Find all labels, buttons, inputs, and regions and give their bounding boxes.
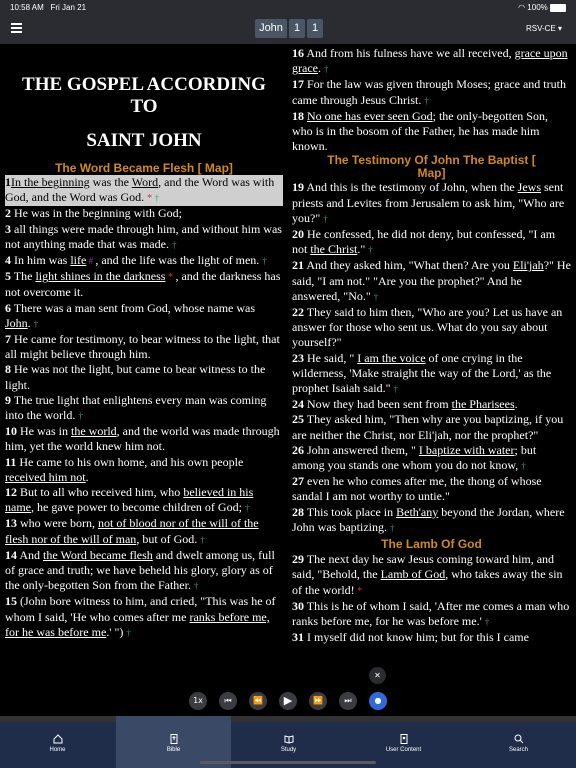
- verse-text: There was a man sent from God, whose name was: [11, 300, 256, 315]
- verse-text: .: [85, 469, 89, 484]
- verse-text: .' "): [106, 624, 127, 639]
- chapter-selector[interactable]: 1: [289, 19, 305, 38]
- section-heading-word[interactable]: The Word Became Flesh [ Map]: [55, 161, 233, 175]
- footnote-star-icon[interactable]: *: [147, 193, 155, 205]
- verse-number: 9: [5, 392, 11, 407]
- verse-text: Now they had been sent from: [304, 397, 452, 412]
- verse-number: 1: [5, 175, 11, 189]
- verse-number: 19: [292, 180, 304, 195]
- note-marker-icon[interactable]: †: [244, 503, 250, 514]
- book-selector[interactable]: John: [255, 19, 287, 38]
- cross-reference-link[interactable]: the world: [71, 424, 117, 439]
- battery-icon: [550, 4, 566, 12]
- verse-3[interactable]: [5, 222, 283, 253]
- verse-text: The next day he saw Jesus coming toward him, and said, "Behold, the: [292, 552, 555, 582]
- verse-23[interactable]: [292, 351, 571, 398]
- bible-icon: [169, 734, 179, 744]
- verse-text: , and the life was the light of men.: [95, 253, 263, 268]
- cross-reference-link[interactable]: light shines in the darkness: [35, 269, 166, 284]
- verse-31[interactable]: [292, 630, 571, 645]
- verse-22[interactable]: [292, 305, 571, 351]
- fast-forward-icon[interactable]: ⏩: [309, 692, 327, 710]
- verse-26[interactable]: [292, 443, 571, 474]
- verse-number: 7: [5, 332, 11, 347]
- verse-text: The: [11, 269, 36, 284]
- verse-number: 5: [5, 269, 11, 284]
- verse-text: He came to his own home, and his own people: [16, 454, 244, 469]
- verse-9[interactable]: [5, 393, 283, 424]
- cross-reference-link[interactable]: I am the voice: [357, 350, 426, 365]
- verse-number: 15: [5, 594, 17, 609]
- verse-number: 16: [292, 46, 304, 60]
- verse-number: 3: [5, 221, 11, 236]
- audio-settings-icon[interactable]: ●: [369, 692, 387, 710]
- footnote-star-icon[interactable]: *: [165, 272, 176, 284]
- note-marker-icon[interactable]: †: [126, 627, 131, 638]
- footnote-star-icon[interactable]: *: [354, 585, 363, 597]
- note-marker-icon[interactable]: †: [200, 534, 205, 545]
- verse-number: 21: [292, 258, 304, 273]
- verse-10[interactable]: [5, 424, 283, 454]
- verse-text: The true light that enlightens every man was coming into the world.: [5, 392, 267, 423]
- bible-text-area[interactable]: [0, 44, 576, 716]
- verse-28[interactable]: [292, 505, 571, 536]
- verse-21[interactable]: [292, 258, 571, 305]
- tab-search-label: Search: [508, 747, 528, 753]
- verse-text: For the law was given through Moses; grace and truth came through Jesus Christ.: [292, 77, 566, 107]
- verse-text: was the: [89, 175, 132, 189]
- verse-number: 13: [5, 516, 17, 531]
- verse-text: sent priests and Levites from Jerusalem to ask him, "Who are you?": [292, 180, 565, 225]
- verse-text: ?" He said, "I am not." "Are you the prophet?" And he answered, "No.": [292, 258, 571, 303]
- verse-text: beyond the Jordan, where John was baptizing.: [292, 504, 565, 534]
- verse-text: , he gave power to become children of God;: [31, 500, 245, 515]
- cross-reference-link[interactable]: life: [70, 253, 87, 268]
- verse-number: 31: [292, 630, 304, 645]
- verse-text: , and the Word was with God, and the Word was God.: [5, 175, 275, 205]
- verse-2[interactable]: [5, 206, 283, 221]
- verse-text: , who takes away the sin of the world!: [292, 567, 563, 597]
- verse-number: 4: [5, 253, 11, 268]
- status-time: 10:58 AM Fri Jan 21: [10, 3, 87, 12]
- verse-4[interactable]: [5, 253, 283, 269]
- verse-text: This is he of whom I said, 'After me comes a man who ranks before me, for he was before me.': [292, 598, 570, 628]
- verse-number: 10: [5, 424, 17, 439]
- verse-text: .: [27, 315, 34, 330]
- verse-number: 28: [292, 504, 304, 519]
- verse-29[interactable]: [292, 552, 571, 599]
- play-icon[interactable]: ▶: [279, 692, 297, 710]
- verse-16[interactable]: [292, 46, 571, 77]
- verse-text: They asked him, "Then why are you baptizing, if you are neither the Christ, nor Eli'jah, nor the prophet?": [292, 412, 564, 442]
- cross-reference-link[interactable]: Jews: [517, 180, 541, 195]
- verse-8[interactable]: [5, 362, 283, 392]
- cross-reference-link[interactable]: ranks before me, for he was before me: [5, 609, 270, 639]
- tab-search[interactable]: [461, 716, 576, 768]
- rewind-icon[interactable]: ⏪: [249, 692, 267, 710]
- verse-text: He came for testimony, to bear witness to the light, that all might believe through him.: [5, 332, 280, 362]
- verse-text: .: [317, 61, 324, 76]
- battery-percent: 100%: [527, 3, 548, 12]
- verse-text: He said, ": [304, 350, 358, 365]
- user-content-icon: [399, 734, 409, 744]
- cross-reference-link[interactable]: Eli'jah: [512, 258, 544, 273]
- verse-number: 8: [5, 362, 11, 377]
- verse-30[interactable]: [292, 599, 571, 630]
- cross-reference-link[interactable]: No one has ever seen God: [307, 108, 433, 123]
- footnote-marker-icon[interactable]: #: [86, 256, 96, 267]
- verse-text: John answered them, ": [304, 442, 419, 457]
- verse-text: , and the world was made through him, yet the world knew him not.: [5, 424, 280, 454]
- note-marker-icon[interactable]: †: [390, 522, 395, 533]
- cross-reference-link[interactable]: Beth'any: [396, 504, 439, 519]
- cross-reference-link[interactable]: not of blood nor of the will of the flesh nor of the will of man: [5, 516, 259, 546]
- verse-17[interactable]: [292, 77, 571, 108]
- note-marker-icon[interactable]: †: [78, 411, 83, 422]
- verse-text: ; the only-begotten Son, who is in the bosom of the Father, he has made him known.: [292, 108, 548, 154]
- book-title-line3: SAINT JOHN: [86, 130, 202, 151]
- verse-text: all things were made through him, and without him was not anything made that was made.: [5, 221, 282, 251]
- verse-number: 14: [5, 547, 17, 562]
- tab-home-label: Home: [49, 747, 66, 753]
- note-marker-icon[interactable]: †: [171, 239, 177, 250]
- book-title-line1: THE GOSPEL ACCORDING: [22, 74, 266, 95]
- status-right: [518, 3, 566, 12]
- verse-text: They said to him then, "Who are you? Let us have an answer for those who sent us. What do you say about yourself?": [292, 305, 563, 350]
- verse-number: 6: [5, 300, 11, 315]
- tab-study-label: Study: [280, 747, 297, 753]
- verse-number: 17: [292, 77, 304, 92]
- note-marker-icon[interactable]: †: [368, 245, 373, 256]
- verse-number: 18: [292, 108, 304, 123]
- home-indicator: [200, 761, 376, 764]
- cross-reference-link[interactable]: received him not: [5, 469, 86, 484]
- verse-18[interactable]: [292, 109, 571, 155]
- cross-reference-link[interactable]: I baptize with water: [418, 442, 515, 457]
- verse-number: 29: [292, 552, 304, 567]
- section-heading-testimony[interactable]: The Testimony Of John The Baptist [ Map]: [327, 153, 536, 181]
- verse-6[interactable]: [5, 301, 283, 332]
- verse-number: 20: [292, 227, 304, 242]
- verse-text: , and the darkness has not overcome it.: [5, 269, 281, 300]
- verse-number: 12: [5, 485, 17, 500]
- cross-reference-link[interactable]: grace upon grace: [292, 46, 568, 76]
- next-chapter-icon[interactable]: ⏭: [339, 692, 357, 710]
- note-marker-icon[interactable]: †: [424, 95, 429, 106]
- previous-chapter-icon[interactable]: ⏮: [219, 692, 237, 710]
- verse-text: even he who comes after me, the thong of whose sandal I am not worthy to untie.": [292, 474, 542, 504]
- cross-reference-link[interactable]: the Pharisees: [451, 397, 515, 412]
- verse-text: (John bore witness to him, and cried, "This was he of whom I said, 'He who comes after me: [5, 594, 276, 624]
- note-marker-icon[interactable]: †: [323, 64, 329, 75]
- cross-reference-link[interactable]: Word: [131, 175, 159, 189]
- cross-reference-link[interactable]: John: [5, 315, 28, 330]
- note-marker-icon[interactable]: †: [193, 581, 199, 592]
- home-icon: [53, 734, 63, 744]
- status-bar: [0, 0, 576, 14]
- note-marker-icon[interactable]: †: [373, 291, 379, 302]
- verse-text: He was in the beginning with God;: [11, 206, 182, 221]
- verse-number: 11: [5, 454, 17, 469]
- menu-icon[interactable]: [11, 23, 22, 33]
- cross-reference-link[interactable]: Lamb of God: [380, 567, 446, 582]
- verse-text: and dwelt among us, full of grace and truth; we have beheld his glory, glory as of the only-begotten Son from the Father.: [5, 547, 275, 593]
- verse-text: He was in: [17, 424, 71, 439]
- cross-reference-link[interactable]: the Christ: [310, 242, 358, 257]
- verse-text: But to all who received him, who: [17, 485, 184, 500]
- verse-text: , but of God.: [136, 531, 201, 546]
- right-column: [292, 46, 571, 645]
- verse-text: He confessed, he did not deny, but confessed, "I am not: [292, 227, 556, 257]
- cross-reference-link[interactable]: believed in his name: [5, 485, 254, 515]
- verse-text: And from his fulness have we all received,: [304, 46, 515, 60]
- verse-number: 25: [292, 412, 304, 427]
- study-icon: [284, 734, 294, 744]
- verse-5[interactable]: [5, 269, 283, 300]
- note-marker-icon[interactable]: †: [521, 461, 526, 472]
- verse-text: He was not the light, but came to bear witness to the light.: [5, 362, 266, 392]
- verse-number: 2: [5, 206, 11, 221]
- book-title-line2: TO: [130, 96, 158, 117]
- verse-20[interactable]: [292, 227, 571, 258]
- cross-reference-link[interactable]: the Word became flesh: [43, 547, 153, 562]
- verse-text: who were born,: [17, 516, 98, 531]
- top-nav-bar: [0, 14, 576, 44]
- verse-1[interactable]: [5, 175, 283, 206]
- verse-text: .": [357, 242, 369, 257]
- version-selector[interactable]: RSV-CE ▾: [525, 24, 562, 33]
- verse-text: of one crying in the wilderness, 'Make straight the way of the Lord,' as the prophet Isaiah said.": [292, 350, 552, 396]
- note-marker-icon[interactable]: †: [262, 256, 267, 267]
- search-icon: [514, 734, 524, 744]
- playback-speed-button[interactable]: 1x: [189, 692, 207, 710]
- verse-15[interactable]: [5, 594, 283, 641]
- note-marker-icon[interactable]: †: [33, 318, 39, 329]
- verse-number: 24: [292, 397, 304, 412]
- verse-text: This took place in: [304, 504, 397, 519]
- cross-reference-link[interactable]: In the beginning: [11, 175, 90, 189]
- verse-7[interactable]: [5, 332, 283, 362]
- verse-text: .: [514, 397, 518, 412]
- tab-bible-label: Bible: [166, 747, 181, 753]
- verse-number: 26: [292, 442, 304, 457]
- verse-text: And this is the testimony of John, when the: [304, 180, 518, 195]
- verse-text: I myself did not know him; but for this I came: [304, 630, 529, 645]
- verse-text: In him was: [11, 253, 71, 268]
- section-heading-lamb[interactable]: The Lamb Of God: [381, 537, 482, 552]
- verse-number: 30: [292, 598, 304, 613]
- note-marker-icon[interactable]: †: [484, 616, 490, 627]
- tab-home[interactable]: [0, 716, 115, 768]
- verse-text: And they asked him, "What then? Are you: [304, 258, 513, 273]
- verse-24[interactable]: [292, 397, 571, 412]
- left-column: [5, 74, 283, 641]
- note-marker-icon[interactable]: †: [393, 384, 399, 395]
- verse-19[interactable]: [292, 180, 571, 227]
- verse-11[interactable]: [5, 455, 283, 485]
- verse-27[interactable]: [292, 474, 571, 504]
- tab-user-content-label: User Content: [385, 747, 422, 753]
- verse-selector[interactable]: 1: [307, 19, 323, 38]
- note-marker-icon[interactable]: †: [323, 213, 328, 224]
- verse-number: 23: [292, 350, 304, 365]
- verse-number: 27: [292, 474, 304, 489]
- verse-text: ; but among you stands one whom you do not know,: [292, 442, 537, 473]
- verse-13[interactable]: [5, 516, 283, 547]
- note-marker-icon[interactable]: †: [154, 193, 160, 204]
- verse-number: 22: [292, 305, 304, 320]
- close-player-icon[interactable]: ✕: [369, 667, 386, 684]
- verse-12[interactable]: [5, 485, 283, 516]
- verse-text: And: [17, 547, 44, 562]
- verse-14[interactable]: [5, 548, 283, 595]
- verse-25[interactable]: [292, 412, 571, 442]
- wifi-icon: ◠: [518, 3, 526, 12]
